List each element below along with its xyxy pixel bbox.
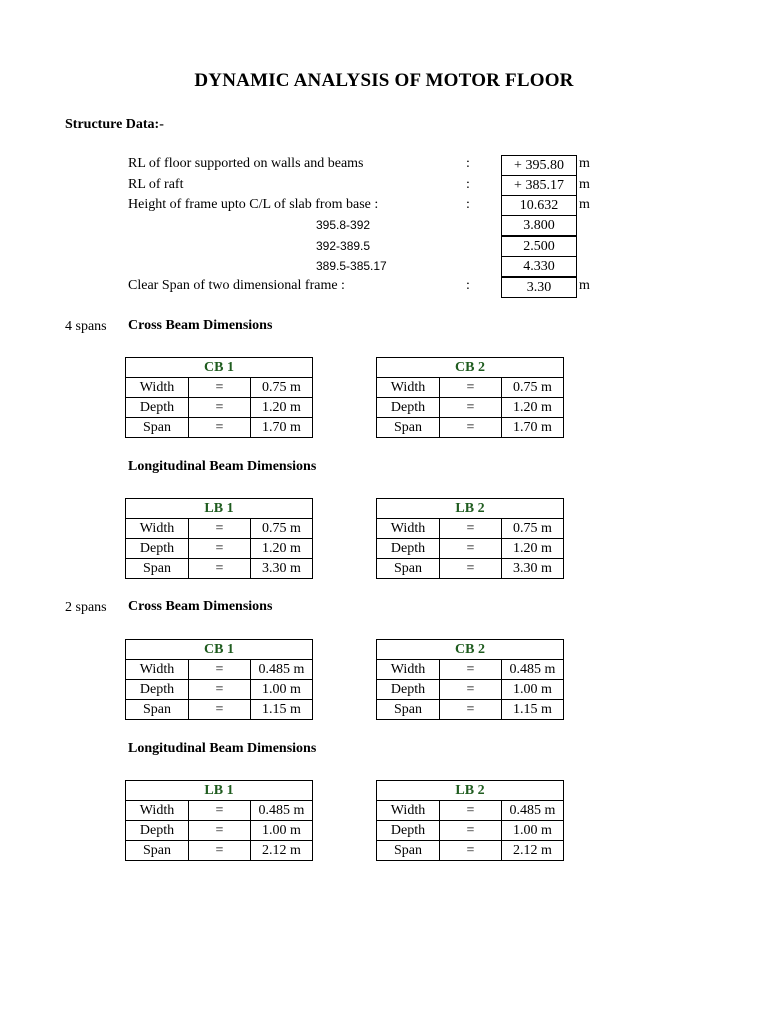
dim-value: 2.12 m [502,841,564,861]
level-range-2-label: 392-389.5 [316,239,371,253]
dim-label: Depth [377,539,440,559]
dim-label: Span [377,841,440,861]
dim-value: 1.00 m [251,821,313,841]
equals-sign: = [189,700,251,720]
level-range-3-label: 389.5-385.17 [316,259,387,273]
beam-table-lb2 [376,780,564,861]
beam-table-cb1 [125,639,313,720]
spans-label: 4 spans [65,319,107,334]
equals-sign: = [440,801,502,821]
table-row [377,660,564,680]
table-title: LB 2 [377,781,564,801]
dim-label: Depth [377,398,440,418]
dim-value: 0.485 m [502,660,564,680]
table-row [126,519,313,539]
dim-value: 1.70 m [251,418,313,438]
equals-sign: = [189,841,251,861]
table-row [126,539,313,559]
table-row [377,680,564,700]
rl-floor-value: + 395.80 [501,155,577,176]
frame-height-colon: : [466,197,470,212]
equals-sign: = [189,680,251,700]
rl-raft-colon: : [466,177,470,192]
clear-span-colon: : [466,278,470,293]
beam-table-lb1 [125,498,313,579]
table-row [377,559,564,579]
longitudinal-beam-heading: Longitudinal Beam Dimensions [128,459,317,474]
dim-label: Depth [377,821,440,841]
cross-beam-heading: Cross Beam Dimensions [128,599,273,614]
dim-label: Span [377,700,440,720]
spans-label: 2 spans [65,600,107,615]
table-title: LB 2 [377,499,564,519]
equals-sign: = [440,559,502,579]
dim-label: Span [377,418,440,438]
dim-value: 0.485 m [502,801,564,821]
dim-value: 1.00 m [251,680,313,700]
dim-value: 1.15 m [251,700,313,720]
table-row [377,519,564,539]
dim-value: 1.00 m [502,680,564,700]
equals-sign: = [189,418,251,438]
longitudinal-beam-heading: Longitudinal Beam Dimensions [128,741,317,756]
equals-sign: = [189,801,251,821]
table-row [377,700,564,720]
level-range-2-value: 2.500 [501,236,577,257]
table-row [126,398,313,418]
beam-table-lb2 [376,498,564,579]
dim-value: 0.485 m [251,660,313,680]
rl-raft-label: RL of raft [128,177,184,192]
clear-span-unit: m [579,278,590,293]
table-title: LB 1 [126,499,313,519]
table-row [377,841,564,861]
dim-label: Depth [126,539,189,559]
cross-beam-heading: Cross Beam Dimensions [128,318,273,333]
table-row [377,378,564,398]
dim-value: 0.75 m [251,378,313,398]
dim-value: 0.75 m [502,378,564,398]
dim-value: 1.70 m [502,418,564,438]
table-row [377,539,564,559]
equals-sign: = [440,700,502,720]
table-title: CB 1 [126,640,313,660]
level-range-1-value: 3.800 [501,215,577,236]
dim-value: 3.30 m [502,559,564,579]
level-range-3-value: 4.330 [501,256,577,277]
dim-value: 1.15 m [502,700,564,720]
dim-label: Width [377,660,440,680]
dim-label: Depth [126,398,189,418]
dim-value: 3.30 m [251,559,313,579]
page-title: DYNAMIC ANALYSIS OF MOTOR FLOOR [194,70,574,91]
equals-sign: = [440,418,502,438]
table-row [377,821,564,841]
equals-sign: = [440,519,502,539]
dim-label: Depth [126,680,189,700]
dim-label: Width [126,378,189,398]
equals-sign: = [189,378,251,398]
dim-label: Width [126,801,189,821]
equals-sign: = [440,398,502,418]
table-title: CB 2 [377,358,564,378]
dim-value: 0.485 m [251,801,313,821]
rl-floor-unit: m [579,156,590,171]
equals-sign: = [440,539,502,559]
table-row [377,398,564,418]
dim-label: Width [126,660,189,680]
table-row [377,801,564,821]
dim-label: Span [126,559,189,579]
dim-label: Span [126,418,189,438]
rl-raft-value: + 385.17 [501,175,577,196]
equals-sign: = [440,378,502,398]
dim-label: Width [377,378,440,398]
clear-span-value: 3.30 [501,277,577,298]
equals-sign: = [189,821,251,841]
dim-label: Span [377,559,440,579]
dim-value: 1.00 m [502,821,564,841]
dim-label: Depth [126,821,189,841]
table-row [126,700,313,720]
structure-data-heading: Structure Data:- [65,117,164,132]
table-row [126,680,313,700]
equals-sign: = [440,660,502,680]
table-row [377,418,564,438]
table-title: CB 2 [377,640,564,660]
equals-sign: = [440,821,502,841]
equals-sign: = [189,398,251,418]
beam-table-cb2 [376,357,564,438]
frame-height-unit: m [579,197,590,212]
table-row [126,660,313,680]
dim-value: 1.20 m [502,398,564,418]
table-title: CB 1 [126,358,313,378]
frame-height-value: 10.632 [501,195,577,216]
dim-value: 0.75 m [502,519,564,539]
dim-value: 1.20 m [251,539,313,559]
equals-sign: = [189,519,251,539]
beam-table-lb1 [125,780,313,861]
dim-label: Span [126,841,189,861]
equals-sign: = [189,559,251,579]
dim-label: Width [377,801,440,821]
table-row [126,418,313,438]
rl-raft-unit: m [579,177,590,192]
rl-floor-colon: : [466,156,470,171]
dim-label: Span [126,700,189,720]
dim-label: Width [377,519,440,539]
rl-floor-label: RL of floor supported on walls and beams [128,156,364,171]
beam-table-cb2 [376,639,564,720]
table-title: LB 1 [126,781,313,801]
equals-sign: = [440,841,502,861]
table-row [126,378,313,398]
clear-span-label: Clear Span of two dimensional frame : [128,278,345,293]
dim-label: Width [126,519,189,539]
equals-sign: = [440,680,502,700]
table-row [126,821,313,841]
beam-table-cb1 [125,357,313,438]
table-row [126,801,313,821]
level-range-1-label: 395.8-392 [316,218,371,232]
dim-value: 0.75 m [251,519,313,539]
dim-label: Depth [377,680,440,700]
dim-value: 2.12 m [251,841,313,861]
dim-value: 1.20 m [251,398,313,418]
frame-height-label: Height of frame upto C/L of slab from base : [128,197,379,212]
equals-sign: = [189,660,251,680]
dim-value: 1.20 m [502,539,564,559]
table-row [126,559,313,579]
table-row [126,841,313,861]
equals-sign: = [189,539,251,559]
